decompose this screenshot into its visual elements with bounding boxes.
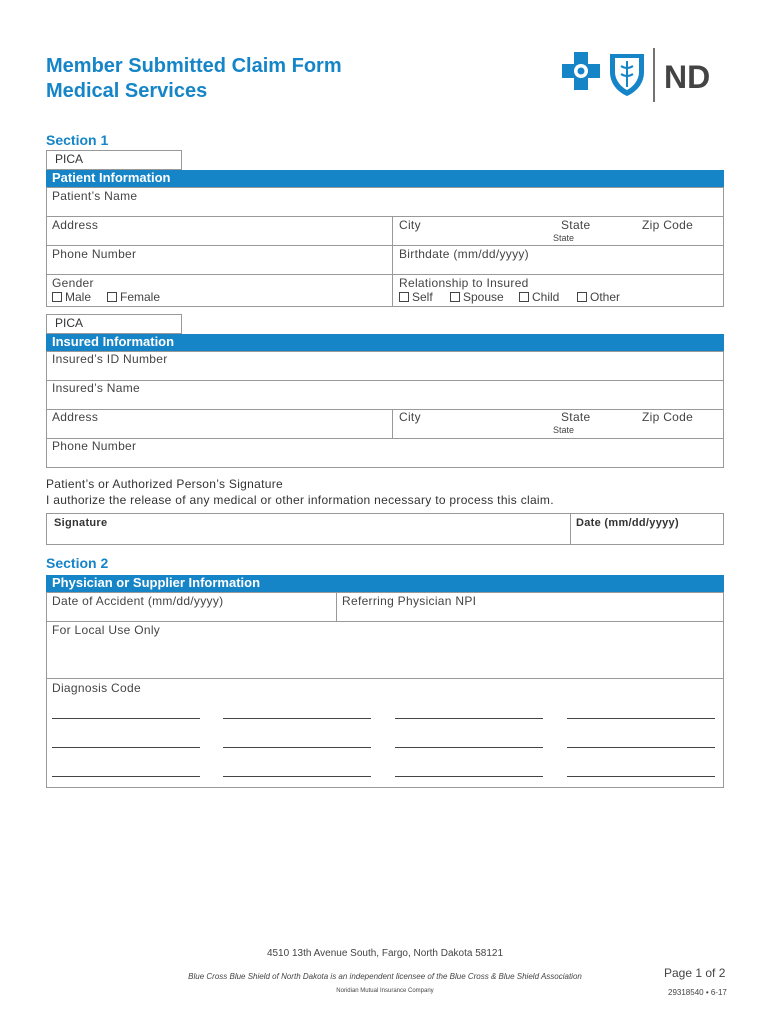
title-line-1: Member Submitted Claim Form bbox=[46, 55, 342, 77]
physician-information-bar: Physician or Supplier Information bbox=[46, 575, 724, 592]
insured-phone-field[interactable]: Phone Number bbox=[52, 439, 137, 453]
patient-information-bar: Patient Information bbox=[46, 170, 724, 187]
self-label: Self bbox=[412, 290, 433, 304]
row-divider bbox=[46, 438, 724, 439]
signature-heading: Patient’s or Authorized Person’s Signature bbox=[46, 477, 283, 491]
section-1-label: Section 1 bbox=[46, 132, 109, 148]
patient-zip-field[interactable]: Zip Code bbox=[642, 218, 694, 232]
local-use-field[interactable]: For Local Use Only bbox=[52, 623, 161, 637]
female-label: Female bbox=[120, 290, 161, 304]
col-divider bbox=[570, 513, 571, 545]
row-divider bbox=[46, 409, 724, 410]
logo-graphic bbox=[558, 46, 728, 102]
relationship-label: Relationship to Insured bbox=[399, 276, 529, 290]
spouse-label: Spouse bbox=[463, 290, 504, 304]
row-divider bbox=[46, 678, 724, 679]
insured-city-field[interactable]: City bbox=[399, 410, 421, 424]
footer-address: 4510 13th Avenue South, Fargo, North Dakota 58121 bbox=[266, 948, 504, 959]
diagnosis-line[interactable] bbox=[223, 747, 371, 748]
patient-phone-field[interactable]: Phone Number bbox=[52, 247, 137, 261]
gender-female-option[interactable] bbox=[107, 290, 160, 304]
authorization-text: I authorize the release of any medical or other information necessary to process this claim. bbox=[46, 493, 554, 507]
pica-label: PICA bbox=[55, 152, 84, 166]
relationship-child-option[interactable] bbox=[519, 290, 559, 304]
gender-label: Gender bbox=[52, 276, 94, 290]
diagnosis-line[interactable] bbox=[223, 718, 371, 719]
signature-date-field[interactable]: Date (mm/dd/yyyy) bbox=[576, 517, 679, 529]
title-line-2: Medical Services bbox=[46, 80, 208, 102]
diagnosis-line[interactable] bbox=[52, 747, 200, 748]
signature-field[interactable]: Signature bbox=[54, 517, 108, 529]
diagnosis-line[interactable] bbox=[395, 747, 543, 748]
diagnosis-code-label: Diagnosis Code bbox=[52, 681, 141, 695]
col-divider bbox=[336, 592, 337, 621]
checkbox-icon[interactable] bbox=[52, 292, 62, 302]
row-divider bbox=[46, 216, 724, 217]
checkbox-icon[interactable] bbox=[519, 292, 529, 302]
footer-company: Noridian Mutual Insurance Company bbox=[336, 988, 434, 994]
insured-id-field[interactable]: Insured’s ID Number bbox=[52, 352, 168, 366]
accident-date-field[interactable]: Date of Accident (mm/dd/yyyy) bbox=[52, 594, 224, 608]
patient-name-field[interactable]: Patient’s Name bbox=[52, 189, 138, 203]
relationship-self-option[interactable] bbox=[399, 290, 433, 304]
insured-state-field[interactable]: State bbox=[561, 410, 591, 424]
blue-cross-icon bbox=[562, 52, 600, 90]
insured-zip-field[interactable]: Zip Code bbox=[642, 410, 694, 424]
bcbs-nd-logo bbox=[558, 46, 728, 102]
diagnosis-line[interactable] bbox=[567, 747, 715, 748]
relationship-spouse-option[interactable] bbox=[450, 290, 504, 304]
diagnosis-line[interactable] bbox=[395, 718, 543, 719]
insured-state-small: State bbox=[553, 425, 575, 435]
row-divider bbox=[46, 621, 724, 622]
form-number: 29318540 • 6-17 bbox=[668, 988, 727, 997]
gender-male-option[interactable] bbox=[52, 290, 91, 304]
checkbox-icon[interactable] bbox=[107, 292, 117, 302]
diagnosis-line[interactable] bbox=[223, 776, 371, 777]
col-divider bbox=[392, 409, 393, 438]
checkbox-icon[interactable] bbox=[577, 292, 587, 302]
blue-shield-icon bbox=[610, 54, 644, 96]
logo-nd-text: ND bbox=[664, 59, 711, 95]
patient-address-field[interactable]: Address bbox=[52, 218, 99, 232]
patient-birthdate-field[interactable]: Birthdate (mm/dd/yyyy) bbox=[399, 247, 529, 261]
pica-label-2: PICA bbox=[55, 316, 84, 330]
child-label: Child bbox=[532, 290, 560, 304]
patient-city-field[interactable]: City bbox=[399, 218, 421, 232]
insured-address-field[interactable]: Address bbox=[52, 410, 99, 424]
pica-box[interactable] bbox=[46, 150, 182, 170]
diagnosis-line[interactable] bbox=[52, 718, 200, 719]
footer-disclaimer: Blue Cross Blue Shield of North Dakota is an independent licensee of the Blue Cross & Blue Shield Association bbox=[188, 972, 582, 981]
relationship-other-option[interactable] bbox=[577, 290, 620, 304]
form-title bbox=[46, 54, 342, 104]
patient-state-field[interactable]: State bbox=[561, 218, 591, 232]
section-2-label: Section 2 bbox=[46, 555, 109, 571]
diagnosis-line[interactable] bbox=[395, 776, 543, 777]
row-divider bbox=[46, 380, 724, 381]
other-label: Other bbox=[590, 290, 621, 304]
row-divider bbox=[46, 274, 724, 275]
patient-state-small: State bbox=[553, 233, 575, 243]
referring-npi-field[interactable]: Referring Physician NPI bbox=[342, 594, 477, 608]
male-label: Male bbox=[65, 290, 92, 304]
diagnosis-line[interactable] bbox=[567, 718, 715, 719]
insured-information-bar: Insured Information bbox=[46, 334, 724, 351]
checkbox-icon[interactable] bbox=[399, 292, 409, 302]
pica-box-2[interactable] bbox=[46, 314, 182, 334]
patient-information-box bbox=[46, 187, 724, 307]
page-number: Page 1 of 2 bbox=[664, 966, 726, 980]
checkbox-icon[interactable] bbox=[450, 292, 460, 302]
diagnosis-line[interactable] bbox=[567, 776, 715, 777]
row-divider bbox=[46, 245, 724, 246]
diagnosis-line[interactable] bbox=[52, 776, 200, 777]
insured-name-field[interactable]: Insured’s Name bbox=[52, 381, 141, 395]
col-divider bbox=[392, 216, 393, 307]
